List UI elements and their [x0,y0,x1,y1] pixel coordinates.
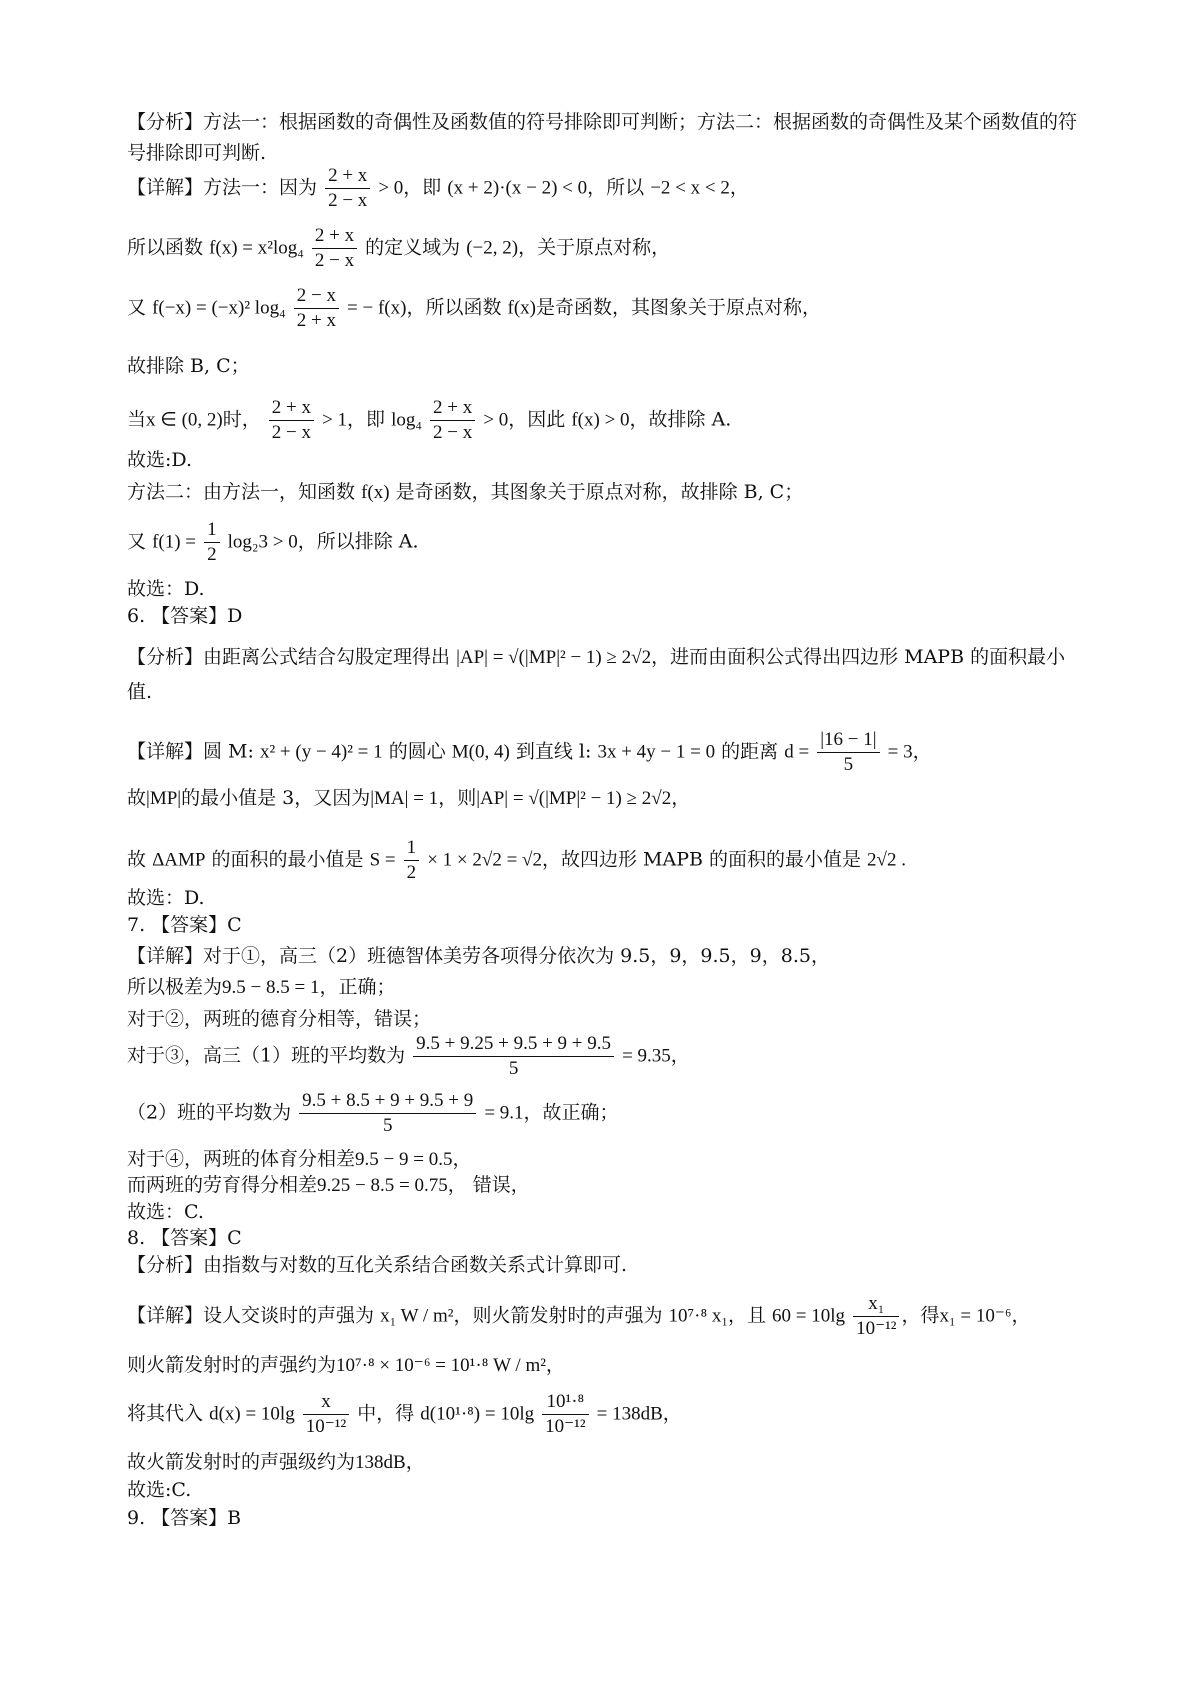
denominator: 2 [406,862,417,883]
math: 10⁷·⁸ × 10⁻⁶ = 10¹·⁸ W / m²， [336,1355,565,1376]
text: 故选:C. [127,1479,192,1501]
numerator: 2 − x [294,284,339,309]
fraction [430,396,475,445]
text: ，正确； [319,976,396,998]
text: 的定义域为 [365,236,461,259]
detail-q7-line7 [127,1173,1087,1198]
text: ，故排除 A. [629,408,732,431]
denominator: 2 + x [296,310,336,331]
answer-q7 [127,913,1087,937]
fraction [312,224,357,273]
math: x² + (y − 4)² = 1 [259,741,383,763]
math: 9.5 − 8.5 = 1 [222,977,320,998]
text: 对于④，两班的体育分相差 [127,1148,356,1170]
analysis-q6 [127,640,1087,709]
denominator: 5 [382,1115,393,1136]
text: 所以函数 [127,236,204,259]
math: x ∈ (0, 2) [146,409,223,431]
numerator: 10¹·⁸ [542,1390,588,1415]
text: 故选：D. [127,578,205,600]
text: 【详解】方法一：因为 [127,176,318,199]
text: 【分析】由指数与对数的互化关系结合函数关系式计算即可. [127,1254,628,1276]
detail-q5-line6 [127,448,1087,472]
fraction [325,164,370,213]
math: = 3， [887,741,932,763]
fraction [542,1390,588,1439]
text: 而两班的劳育得分相差 [127,1174,318,1196]
text: 故 [127,787,147,809]
math: = 9.35， [622,1045,690,1067]
detail-q5-line4 [127,354,1087,378]
text: ，故正确； [523,1101,619,1124]
detail-q8-line1 [127,1292,1087,1341]
text: 的距离 [721,740,779,763]
math: x₁ W / m² [380,1305,454,1327]
denominator: 10⁻¹² [305,1416,347,1437]
fraction [817,728,879,777]
denominator: 2 − x [314,250,355,271]
answer-q8 [127,1226,1087,1250]
text: 中，得 [357,1402,415,1425]
detail-q5-method2-line2 [127,518,1087,567]
detail-q7-line2 [127,975,1087,1000]
math: |AP| = √(|MP|² − 1) ≥ 2√2， [476,788,691,809]
math: f(x) > 0 [571,409,630,431]
text: 是奇函数，其图象关于原点对称， [535,296,821,319]
fraction [299,1089,476,1138]
numerator: |16 − 1| [817,728,879,753]
detail-q7-line4 [127,1032,1087,1081]
analysis-q8 [127,1253,1087,1277]
analysis-q5 [127,107,1087,169]
math: f(1) = [152,531,197,553]
text: ，关于原点对称， [518,236,671,259]
numerator: 2 + x [430,396,475,421]
analysis-text: 【分析】方法一：根据函数的奇偶性及函数值的符号排除即可判断；方法二：根据函数的奇偶性及某个函数值的符号排除即可判断. [127,111,1078,164]
fraction [404,836,420,885]
math: x₁ = 10⁻⁶， [939,1305,1031,1327]
final-choice-q8 [127,1478,1087,1502]
text: 到直线 l: [515,740,592,763]
math: f(x) [507,297,536,319]
text: 是奇函数，其图象关于原点对称，故排除 B, C； [395,481,804,503]
fraction [303,1390,349,1439]
denominator: 2 [207,544,217,565]
math: 138dB， [355,1452,425,1473]
numerator: 2 + x [325,164,370,189]
detail-q7-line3 [127,1007,1087,1031]
detail-q5-line3 [127,284,1087,333]
math: 3x + 4y − 1 = 0 [597,741,716,763]
text: ，则 [438,787,477,809]
text: 将其代入 [127,1402,204,1425]
detail-q7-line5 [127,1089,1087,1138]
math: 2√2 . [867,849,906,871]
math: f(x) = x²log₄ [209,237,304,259]
detail-q5-line1 [127,164,1087,213]
fraction [294,284,339,333]
math: > 0 [483,409,509,431]
text: 故排除 B, C； [127,355,250,377]
numerator: x₁ [853,1292,899,1317]
text: ，即 [403,176,442,199]
text: 故选：C. [127,1201,204,1223]
text: ，所以排除 A. [297,530,419,553]
math: 9.5 − 9 = 0.5， [355,1149,472,1170]
math: log₄ [391,409,422,431]
numerator: 9.5 + 9.25 + 9.5 + 9 + 9.5 [413,1032,614,1057]
text: 故选:D. [127,449,192,471]
math: (x + 2)·(x − 2) < 0 [447,177,588,199]
final-choice-q7 [127,1200,1087,1224]
numerator: 9.5 + 8.5 + 9 + 9.5 + 9 [299,1089,476,1114]
numerator: x [303,1390,349,1415]
text: 【详解】对于①，高三（2）班德智体美劳各项得分依次为 9.5，9，9.5，9，8.5， [127,945,830,967]
numerator: 2 + x [312,224,357,249]
text: ，所以函数 [406,296,502,319]
text: ，进而由面积公式得出四边形 MAPB 的面积最小值. [127,646,1066,703]
text: ，得 [901,1304,940,1327]
denominator: 5 [843,754,854,775]
text: 又 [127,530,147,553]
math: ΔAMP [152,849,206,871]
text: 8. 【答案】C [127,1227,242,1249]
text: 对于③，高三（1）班的平均数为 [127,1044,406,1067]
math: 9.25 − 8.5 = 0.75 [317,1175,448,1196]
detail-q8-line2 [127,1353,1087,1378]
answer-q9 [127,1506,1087,1530]
math: log₂3 > 0 [227,531,298,553]
math: f(−x) = (−x)² log₄ [152,297,286,319]
math: f(x) [361,482,390,503]
final-choice-q6 [127,886,1087,910]
detail-q5-line2 [127,224,1087,273]
text: 的面积的最小值是 [211,848,364,871]
math: |AP| = √(|MP|² − 1) ≥ 2√2 [456,647,652,668]
math: d(x) = 10lg [209,1403,295,1425]
numerator: 2 + x [269,396,314,421]
text: 故火箭发射时的声强级约为 [127,1451,356,1473]
text: 时， [222,408,261,431]
math: d(10¹·⁸) = 10lg [420,1403,535,1425]
text: 9. 【答案】B [127,1507,242,1529]
detail-q6-line1 [127,728,1087,777]
text: 6. 【答案】D [127,605,243,627]
text: 所以极差为 [127,976,223,998]
detail-q8-line4 [127,1450,1087,1475]
math: −2 < x < 2， [650,177,749,199]
text: ，所以 [587,176,645,199]
math: = − f(x) [347,297,407,319]
math: = 9.1 [484,1102,524,1124]
fraction [853,1292,899,1341]
text: 【详解】设人交谈时的声强为 [127,1304,375,1327]
detail-q6-line2 [127,786,1087,811]
text: ，即 [347,408,386,431]
final-choice-q5 [127,577,1087,601]
denominator: 2 − x [271,422,312,443]
denominator: 10⁻¹² [545,1416,586,1437]
detail-q8-line3 [127,1390,1087,1439]
numerator: 1 [204,518,220,543]
math: S = [369,849,396,871]
denominator: 5 [508,1058,519,1079]
text: ，且 [727,1304,766,1327]
math: > 1 [322,409,348,431]
math: d = [784,741,810,763]
text: 故 [127,848,147,871]
text: 对于②，两班的德育分相等，错误； [127,1008,432,1030]
detail-q7-line6 [127,1147,1087,1172]
text: 的最小值是 3，又因为 [181,787,371,809]
math: 10⁷·⁸ x₁ [668,1305,728,1327]
text: 故选：D. [127,887,205,909]
detail-q7-line1 [127,944,1087,968]
text: ，故四边形 MAPB 的面积的最小值是 [541,848,861,871]
math: M(0, 4) [451,741,510,763]
text: ，则火箭发射时的声强为 [453,1304,663,1327]
math: 60 = 10lg [772,1305,846,1327]
math: = 138dB， [596,1403,682,1425]
denominator: 10⁻¹² [856,1318,897,1339]
text: ，因此 [508,408,566,431]
numerator: 1 [404,836,420,861]
text: ， 错误， [447,1174,530,1196]
math: |MA| = 1 [370,788,439,809]
fraction [413,1032,614,1081]
text: 的圆心 [388,740,446,763]
text: 则火箭发射时的声强约为 [127,1354,337,1376]
text: 又 [127,296,147,319]
text: 当 [127,408,147,431]
text: 【分析】由距离公式结合勾股定理得出 [127,646,451,668]
text: 7. 【答案】C [127,914,242,936]
text: （2）班的平均数为 [127,1101,292,1124]
fraction [204,518,220,567]
math: (−2, 2) [466,237,519,259]
denominator: 2 − x [328,190,368,211]
math: > 0 [378,177,404,199]
text: 【详解】圆 M: [127,740,254,763]
fraction [269,396,314,445]
math: |MP| [146,788,182,809]
text: 方法二：由方法一，知函数 [127,481,356,503]
detail-q6-line3 [127,836,1087,885]
detail-q5-method2 [127,480,1087,505]
answer-q6 [127,604,1087,628]
math: × 1 × 2√2 = √2 [427,849,542,871]
denominator: 2 − x [433,422,473,443]
detail-q5-line5 [127,396,1087,445]
